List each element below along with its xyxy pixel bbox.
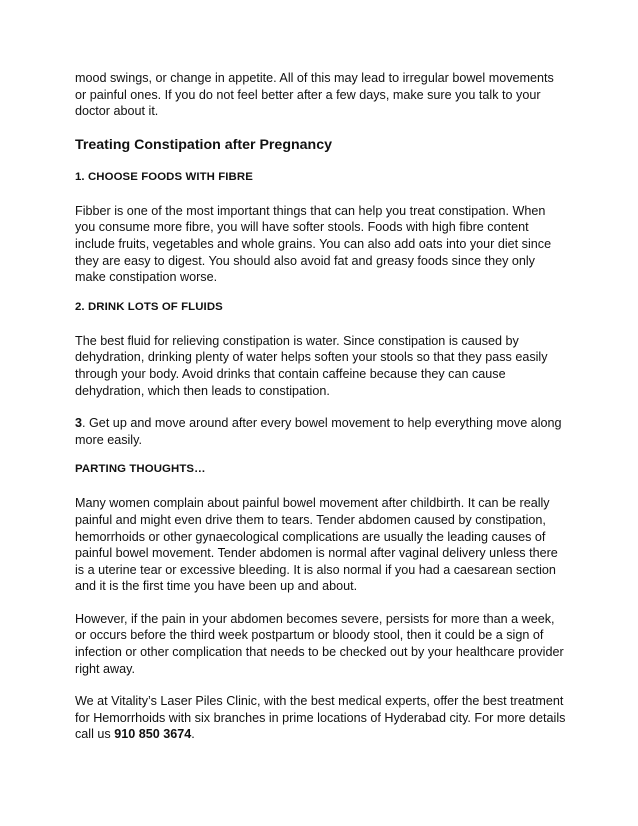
closing-end: . — [191, 727, 195, 742]
phone-number: 910 850 3674 — [114, 727, 192, 742]
subhead-parting: PARTING THOUGHTS… — [75, 463, 206, 476]
section-heading: Treating Constipation after Pregnancy — [75, 136, 332, 153]
point-3-text: . Get up and move around after every bowel movement to help everything move along more easily. — [75, 416, 562, 447]
point-3-paragraph — [75, 415, 568, 448]
intro-paragraph: mood swings, or change in appetite. All of this may lead to irregular bowel movements or painful ones. If you do not feel better after a few days, make sure you talk to your doctor about it. — [75, 71, 554, 119]
closing-text: We at Vitality’s Laser Piles Clinic, with the best medical experts, offer the best treatment for Hemorrhoids with six branches in prime locations of Hyderabad city. For more details call us — [75, 694, 566, 742]
parting-paragraph-2: However, if the pain in your abdomen becomes severe, persists for more than a week, or occurs before the third week postpartum or bloody stool, then it could be a sign of infection or other complication that needs to be checked out by your healthcare provider right away. — [75, 611, 564, 676]
parting-paragraph-1: Many women complain about painful bowel movement after childbirth. It can be really painful and might even drive them to tears. Tender abdomen caused by constipation, hemorrhoids or other gynaecological complications are usually the leading causes of painful bowel movement. Tender abdomen is normal after vaginal delivery unless there is a uterine tear or excessive bleeding. It is also normal if you had a caesarean section and it is the first time you have been up and about. — [75, 496, 558, 594]
subhead-fibre: 1. CHOOSE FOODS WITH FIBRE — [75, 170, 253, 183]
fluids-paragraph: The best fluid for relieving constipation is water. Since constipation is caused by dehydration, drinking plenty of water helps soften your stools so that they pass easily through your body. Avoid drinks that contain caffeine because they can cause dehydration, which then leads to constipation. — [75, 333, 548, 398]
closing-paragraph — [75, 693, 568, 743]
subhead-fluids: 2. DRINK LOTS OF FLUIDS — [75, 300, 223, 313]
point-3-number: 3 — [75, 416, 83, 431]
fibre-paragraph: Fibber is one of the most important things that can help you treat constipation. When you consume more fibre, you will have softer stools. Foods with high fibre content include fruits, vegetables and whole grains. You can also add oats into your diet since they are easy to digest. You should also avoid fat and greasy foods since they only make constipation worse. — [75, 203, 552, 285]
